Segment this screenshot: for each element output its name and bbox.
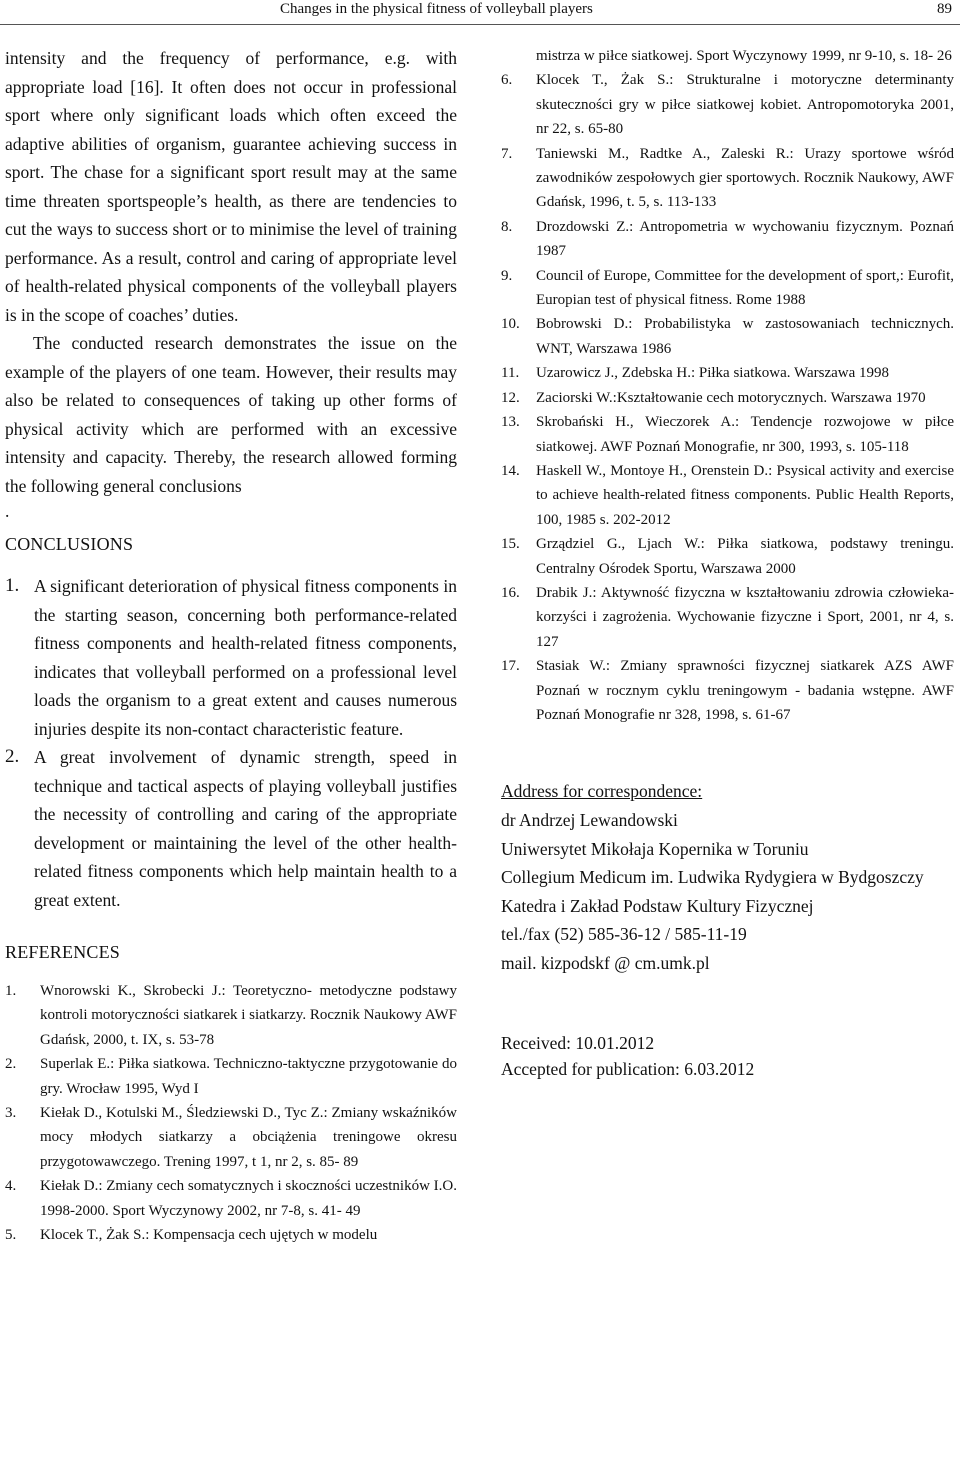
references-list-left xyxy=(5,979,457,1247)
reference-number: 7. xyxy=(501,145,513,162)
reference-text: Haskell W., Montoye H., Orenstein D.: Psysical activity and exercise to achieve health-related fitness components. Public Health Reports, 100, 1985 s. 202-2012 xyxy=(536,462,954,528)
right-column xyxy=(501,44,954,1083)
reference-number: 17. xyxy=(501,658,520,675)
reference-item xyxy=(5,1223,457,1247)
reference-number: 1. xyxy=(5,983,17,999)
reference-text: Bobrowski D.: Probabilistyka w zastosowaniach technicznych. WNT, Warszawa 1986 xyxy=(536,316,954,357)
reference-text: Superlak E.: Piłka siatkowa. Techniczno-taktyczne przygotowanie do gry. Wrocław 1995, Wyd I xyxy=(40,1056,457,1097)
conclusions-list xyxy=(5,572,457,914)
reference-item xyxy=(5,1174,457,1223)
reference-text: Klocek T., Żak S.: Kompensacja cech ujętych w modelu xyxy=(40,1227,378,1244)
reference-text: Kiełak D., Kotulski M., Śledziewski D., Tyc Z.: Zmiany wskaźników mocy młodych siatkarzy a obciążenia treningowe okresu przygotowawczego. Trening 1997, t 1, nr 2, s. 85- 89 xyxy=(40,1105,457,1170)
reference-number: 8. xyxy=(501,218,513,235)
reference-item xyxy=(501,264,954,313)
reference-number: 9. xyxy=(501,267,513,284)
reference-continuation xyxy=(501,44,954,68)
body-paragraph-1: intensity and the frequency of performance, e.g. with appropriate load [16]. It often does not occur in professional sport where only significant loads which often exceed the adaptive abilities of organism, guarantee achieving success in sport. The chase for a significant sport result may at the same time threaten sportspeople’s health, as there are tendencies to cut the ways to success short or to minimise the level of training performance. As a result, control and caring of appropriate level of health-related physical components of the volleyball players is in the scope of coaches’ duties. xyxy=(5,48,457,325)
conclusion-text: A significant deterioration of physical fitness components in the starting season, concerning both performance-related fitness components and health-related fitness components, indicates that volleyball performed on a professional level loads the organism to a great extent and causes numerous injuries despite its non-contact characteristic feature. xyxy=(34,576,457,739)
left-column xyxy=(5,44,457,1247)
reference-item xyxy=(5,1101,457,1174)
address-line: tel./fax (52) 585-36-12 / 585-11-19 xyxy=(501,924,747,945)
reference-text: Skrobański H., Wieczorek A.: Tendencje rozwojowe w piłce siatkowej. AWF Poznań Monografie, nr 300, 1993, s. 105-118 xyxy=(536,414,954,455)
reference-number: 15. xyxy=(501,536,520,553)
reference-item xyxy=(501,142,954,215)
reference-item xyxy=(501,312,954,361)
conclusion-item xyxy=(5,572,457,743)
reference-text: Drozdowski Z.: Antropometria w wychowaniu fizycznym. Poznań 1987 xyxy=(536,218,954,260)
reference-number: 6. xyxy=(501,72,513,89)
reference-text: Taniewski M., Radtke A., Zaleski R.: Urazy sportowe wśród zawodników zespołowych gier sportowych. Rocznik Naukowy, AWF Gdańsk, 1996, t. 5, s. 113-133 xyxy=(536,145,954,211)
reference-item xyxy=(501,68,954,141)
conclusion-text: A great involvement of dynamic strength, speed in technique and tactical aspects of playing volleyball justifies the necessity of controlling and caring of the appropriate development or maintaining the level of the other health-related fitness components which help maintain health to a great extent. xyxy=(34,747,457,910)
reference-number: 13. xyxy=(501,414,520,431)
reference-number: 3. xyxy=(5,1105,17,1122)
reference-item xyxy=(501,410,954,459)
address-line: dr Andrzej Lewandowski xyxy=(501,809,678,830)
reference-item xyxy=(501,215,954,264)
reference-number: 5. xyxy=(5,1227,17,1244)
conclusion-number: 2. xyxy=(5,746,20,767)
address-line: Collegium Medicum im. Ludwika Rydygiera w Bydgoszczy xyxy=(501,867,924,888)
reference-number: 12. xyxy=(501,389,520,406)
conclusion-number: 1. xyxy=(5,575,20,596)
reference-text: Zaciorski W.:Kształtowanie cech motorycznych. Warszawa 1970 xyxy=(536,389,926,406)
reference-text: Grządziel G., Ljach W.: Piłka siatkowa, podstawy treningu. Centralny Ośrodek Sportu, Warszawa 2000 xyxy=(536,536,954,577)
page-number: 89 xyxy=(937,1,952,17)
reference-item xyxy=(501,459,954,532)
reference-item xyxy=(501,654,954,727)
reference-item xyxy=(501,386,954,410)
reference-text: Wnorowski K., Skrobecki J.: Teoretyczno- metodyczne podstawy kontroli motoryczności siatkarek i siatkarzy. Rocznik Naukowy AWF Gdańsk, 2000, t. IX, s. 53-78 xyxy=(40,983,457,1048)
reference-text: mistrza w piłce siatkowej. Sport Wyczynowy 1999, nr 9-10, s. 18- 26 xyxy=(536,48,952,64)
accepted-date: Accepted for publication: 6.03.2012 xyxy=(501,1059,755,1080)
reference-item xyxy=(501,581,954,654)
reference-number: 2. xyxy=(5,1056,17,1073)
conclusions-heading: CONCLUSIONS xyxy=(5,534,134,554)
reference-number: 14. xyxy=(501,462,520,479)
reference-text: Kiełak D.: Zmiany cech somatycznych i skoczności uczestników I.O. 1998-2000. Sport Wyczynowy 2002, nr 7-8, s. 41- 49 xyxy=(40,1178,457,1219)
references-heading: REFERENCES xyxy=(5,942,121,962)
reference-text: Drabik J.: Aktywność fizyczna w kształtowaniu zdrowia człowieka- korzyści i zagrożenia. Wychowanie fizyczne i Sport, 2001, nr 4, s. 127 xyxy=(536,584,954,650)
body-paragraph-2: The conducted research demonstrates the issue on the example of the players of one team. However, their results may also be related to consequences of taking up other forms of physical activity which are performed with an excessive intensity and capacity. Thereby, the research allowed forming the following general conclusions xyxy=(5,333,457,496)
reference-number: 10. xyxy=(501,316,520,333)
received-date: Received: 10.01.2012 xyxy=(501,1032,655,1053)
address-line: mail. kizpodskf @ cm.umk.pl xyxy=(501,952,710,973)
address-line: Katedra i Zakład Podstaw Kultury Fizycznej xyxy=(501,895,814,916)
stray-dot: . xyxy=(5,501,10,521)
conclusion-item xyxy=(5,743,457,914)
reference-number: 11. xyxy=(501,365,520,382)
reference-item xyxy=(501,532,954,581)
correspondence-address xyxy=(501,777,954,977)
reference-number: 16. xyxy=(501,584,520,601)
reference-item xyxy=(501,361,954,385)
references-list-right xyxy=(501,44,954,727)
reference-item xyxy=(5,979,457,1052)
reference-text: Uzarowicz J., Zdebska H.: Piłka siatkowa. Warszawa 1998 xyxy=(536,365,889,382)
reference-text: Stasiak W.: Zmiany sprawności fizycznej siatkarek AZS AWF Poznań w rocznym cyklu treningowym - badania wstępne. AWF Poznań Monografie nr 328, 1998, s. 61-67 xyxy=(536,658,954,723)
reference-text: Klocek T., Żak S.: Strukturalne i motoryczne determinanty skuteczności gry w piłce siatkowej kobiet. Antropomotoryka 2001, nr 22, s. 65-80 xyxy=(536,72,954,138)
running-title: Changes in the physical fitness of volleyball players xyxy=(280,1,593,17)
reference-text: Council of Europe, Committee for the development of sport,: Eurofit, Europian test of physical fitness. Rome 1988 xyxy=(536,267,954,309)
submission-dates xyxy=(501,1030,954,1083)
running-header xyxy=(0,0,960,25)
reference-number: 4. xyxy=(5,1178,17,1195)
address-line: Uniwersytet Mikołaja Kopernika w Toruniu xyxy=(501,838,809,859)
reference-item xyxy=(5,1052,457,1101)
address-heading: Address for correspondence: xyxy=(501,781,703,802)
